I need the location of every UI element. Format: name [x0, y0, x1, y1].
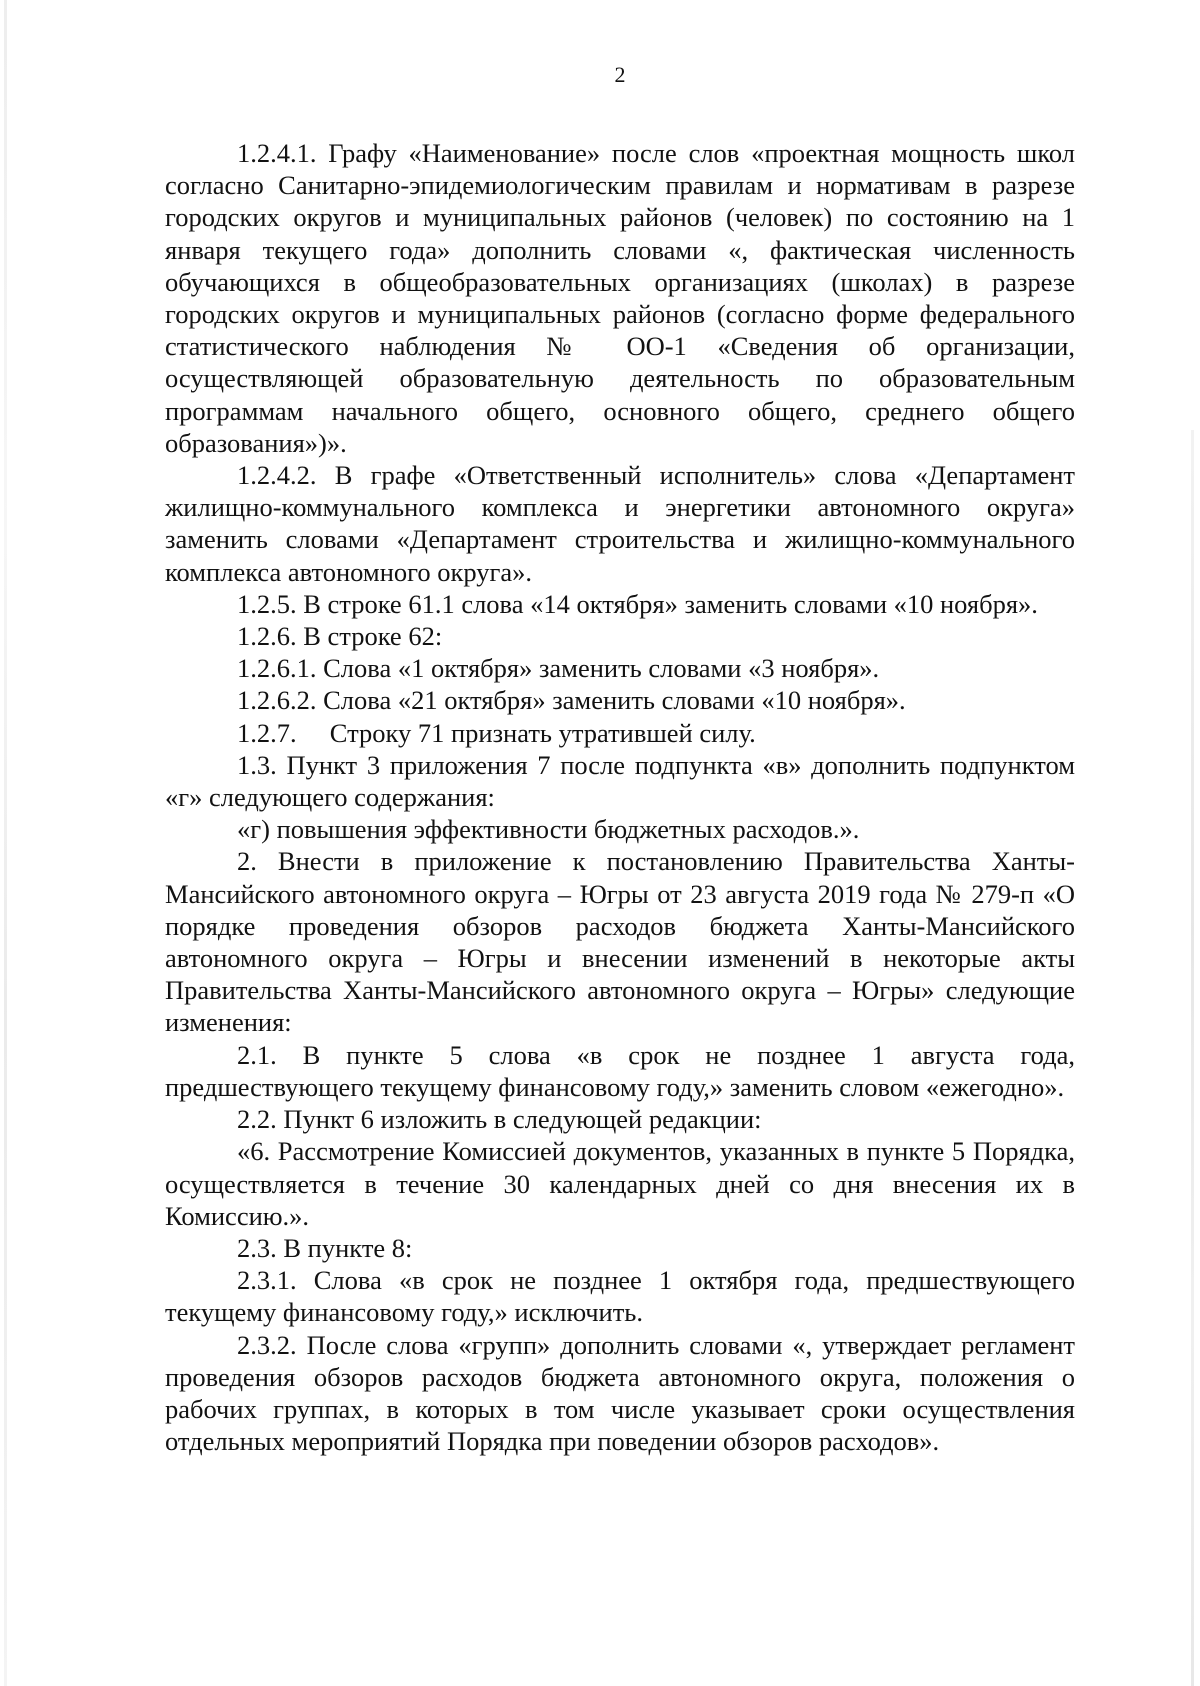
paragraph-1-2-5: 1.2.5. В строке 61.1 слова «14 октября» заменить словами «10 ноября».	[237, 588, 1038, 619]
page-number: 2	[614, 62, 626, 87]
paragraph-2-2-quote: «6. Рассмотрение Комиссией документов, указанных в пункте 5 Порядка, осуществляется в течение 30 календарных дней со дня внесения их в Комиссию.».	[165, 1136, 1075, 1231]
paragraph-2-3-1: 2.3.1. Слова «в срок не позднее 1 октября года, предшествующего текущему финансовому году,» исключить.	[165, 1265, 1075, 1328]
paragraph-1-2-4-1: 1.2.4.1. Графу «Наименование» после слов «проектная мощность школ согласно Санитарно-эпидемиологическим правилам и нормативам в разрезе городских округов и муниципальных районов (человек) по состоянию на 1 января текущего года» дополнить словами «, фактическая численность обучающихся в общеобразовательных организациях (школах) в разрезе городских округов и муниципальных районов (согласно форме федерального статистического наблюдения № ОО-1 «Сведения об организации, осуществляющей образовательную деятельность по образовательным программам начального общего, основного общего, среднего общего образования»)».	[165, 138, 1075, 458]
paragraph-1-3-g: «г) повышения эффективности бюджетных расходов.».	[237, 814, 860, 845]
paragraph-2: 2. Внести в приложение к постановлению Правительства Ханты-Мансийского автономного округа – Югры от 23 августа 2019 года № 279-п «О порядке проведения обзоров расходов бюджета Ханты-Мансийского автономного округа – Югры и внесении изменений в некоторые акты Правительства Ханты-Мансийского автономного округа – Югры» следующие изменения:	[165, 846, 1075, 1038]
paragraph-1-2-4-2: 1.2.4.2. В графе «Ответственный исполнитель» слова «Департамент жилищно-коммунального комплекса и энергетики автономного округа» заменить словами «Департамент строительства и жилищно-коммунального комплекса автономного округа».	[165, 460, 1075, 587]
paragraph-1-2-6: 1.2.6. В строке 62:	[237, 621, 443, 652]
document-body	[165, 137, 1075, 1457]
paragraph-1-2-6-1: 1.2.6.1. Слова «1 октября» заменить словами «3 ноября».	[237, 653, 880, 684]
paragraph-2-3: 2.3. В пункте 8:	[237, 1232, 413, 1263]
paragraph-1-2-6-2: 1.2.6.2. Слова «21 октября» заменить словами «10 ноября».	[237, 685, 906, 716]
paragraph-2-3-2: 2.3.2. После слова «групп» дополнить словами «, утверждает регламент проведения обзоров расходов бюджета автономного округа, положения о рабочих группах, в которых в том числе указывает сроки осуществления отдельных мероприятий Порядка при поведении обзоров расходов».	[165, 1329, 1075, 1457]
paragraph-1-3: 1.3. Пункт 3 приложения 7 после подпункта «в» дополнить подпунктом «г» следующего содержания:	[165, 749, 1075, 813]
scan-edge-left	[4, 0, 7, 1686]
paragraph-2-1: 2.1. В пункте 5 слова «в срок не позднее 1 августа года, предшествующего текущему финансовому году,» заменить словом «ежегодно».	[165, 1039, 1075, 1102]
scan-edge-right	[1191, 430, 1194, 1686]
paragraph-2-2: 2.2. Пункт 6 изложить в следующей редакции:	[237, 1104, 762, 1135]
paragraph-1-2-7: 1.2.7. Строку 71 признать утратившей силу.	[237, 717, 756, 748]
